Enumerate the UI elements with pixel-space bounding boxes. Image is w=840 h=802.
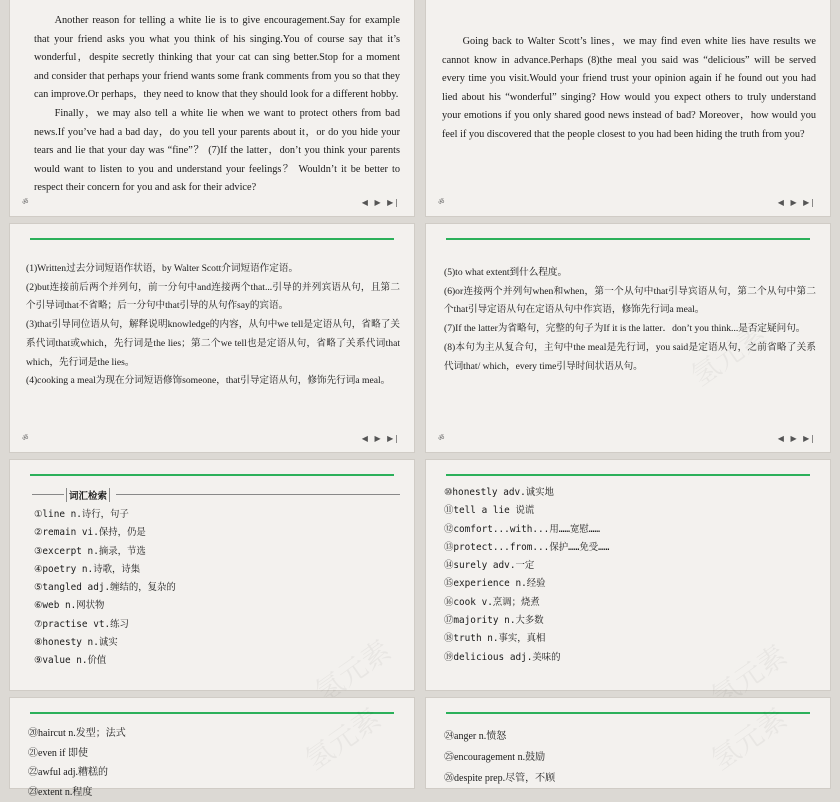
slide-2 [426,0,830,216]
slide-nav-buttons[interactable]: ◀ ▶ ▶| [778,434,816,443]
logo-icon: ॐ [22,434,28,443]
paragraph: Another reason for telling a white lie is to give encouragement.Say for example that your friend asks you what you think of his singing.You of course say that it’s wonderful，despite secretly thinking that your cat can sing better.Stop for a moment and consider that perhaps your friend wants some frank comments from you so that they can improve.Or perhaps，they need to know that they should look for a different hobby. [34,12,400,105]
note: (6)or连接两个并列句when和when，第一个从句中that引导宾语从句，第二个从句中第二个that引导定语从句在定语从句中作宾语，修饰先行词a meal。 [444,283,816,320]
slide-nav-buttons[interactable]: ◀ ▶ ▶| [362,198,400,207]
vocab-item: ⑪tell a lie 说谎 [444,502,816,520]
vocab-item: ⑯cook v.烹调；烧煮 [444,594,816,612]
note: (2)but连接前后两个并列句，前一分句中and连接两个that...引导的并列宾语从句，且第二个引导词that不省略；后一分句中that引导的从句作say的宾语。 [26,279,400,316]
vocab-item: ㉒awful adj.糟糕的 [28,763,400,783]
vocab-list [34,506,400,671]
slide-2-text [442,33,816,145]
vocab-item: ⑭surely adv.一定 [444,557,816,575]
vocab-item: ⑱truth n.事实，真相 [444,630,816,648]
paragraph: Finally，we may also tell a white lie when we want to protect others from bad news.If you’ve had a bad day，do you tell your parents about it，or do you hide your tears and lie that your day was “fine”？ (7)If the latter，don’t you think your parents would want to listen to you and understand your feelings？ Wouldn’t it be better to respect their concern for you and ask for their advice? [34,105,400,198]
paragraph: Going back to Walter Scott’s lines，we may find even white lies have results we cannot know in advance.Perhaps (8)the meal you said was “delicious” will be served every time you visit.Would your friend trust your opinion again if he found out you had lied about his “wonderful” singing? How would you expect others to truly understand your emotions if you only shared good news instead of bad? Moreover，how would you feel if you discovered that the people closest to you had been hiding the truth from you? [442,33,816,145]
slide-footer [436,198,820,208]
vocab-item: ①line n.诗行，句子 [34,506,400,524]
vocab-item: ⑫comfort...with...用……宽慰…… [444,521,816,539]
vocab-item: ⑦practise vt.练习 [34,616,400,634]
slide-3-notes [26,260,400,391]
vocab-item: ③excerpt n.摘录，节选 [34,543,400,561]
green-rule [30,238,394,240]
note: (1)Written过去分词短语作状语，by Walter Scott介词短语作定语。 [26,260,400,279]
note: (7)If the latter为省略句，完整的句子为If it is the latter．don’t you think...是否定疑问句。 [444,320,816,339]
note: (3)that引导同位语从句，解释说明knowledge的内容，从句中we tell是定语从句，省略了关系代词that或which，先行词是the lies；第二个we tell也是定语从句，省略了关系代词that which，先行词是the lies。 [26,316,400,372]
logo-icon: ॐ [22,198,28,207]
slide-4-notes [444,264,816,376]
vocab-heading-text: 词汇检索 [66,488,110,502]
slide-nav-buttons[interactable]: ◀ ▶ ▶| [362,434,400,443]
vocab-item: ⑧honesty n.诚实 [34,634,400,652]
slide-footer [20,198,404,208]
green-rule [30,474,394,476]
slide-1 [10,0,414,216]
slide-footer [20,434,404,444]
green-rule [446,474,810,476]
vocab-item: ⑰majority n.大多数 [444,612,816,630]
vocab-list [444,484,816,667]
slide-7 [10,698,414,788]
vocab-heading [32,488,400,500]
note: (8)本句为主从复合句，主句中the meal是先行词，you said是定语从句，之前省略了关系代词that/ which，every time引导时间状语从句。 [444,339,816,376]
slide-6 [426,460,830,690]
vocab-item: ㉔anger n.愤怒 [444,726,816,747]
vocab-item: ⑳haircut n.发型；法式 [28,724,400,744]
logo-icon: ॐ [438,434,444,443]
slide-1-text [34,12,400,198]
green-rule [446,238,810,240]
vocab-item: ㉓extent n.程度 [28,783,400,802]
vocab-item: ㉕encouragement n.鼓励 [444,747,816,768]
vocab-item: ⑩honestly adv.诚实地 [444,484,816,502]
slide-4 [426,224,830,452]
vocab-item: ㉑even if 即使 [28,744,400,764]
slide-5 [10,460,414,690]
green-rule [30,712,394,714]
vocab-item: ⑤tangled adj.缠结的，复杂的 [34,579,400,597]
vocab-item: ④poetry n.诗歌，诗集 [34,561,400,579]
vocab-item: ⑥web n.网状物 [34,597,400,615]
vocab-item: ㉖despite prep.尽管，不顾 [444,768,816,789]
note: (4)cooking a meal为现在分词短语修饰someone，that引导定语从句，修饰先行词a meal。 [26,372,400,391]
slide-footer [436,434,820,444]
slide-8 [426,698,830,788]
vocab-item: ⑲delicious adj.美味的 [444,649,816,667]
slide-nav-buttons[interactable]: ◀ ▶ ▶| [778,198,816,207]
vocab-item: ②remain vi.保持，仍是 [34,524,400,542]
vocab-item: ⑮experience n.经验 [444,575,816,593]
slide-3 [10,224,414,452]
logo-icon: ॐ [438,198,444,207]
vocab-item: ⑨value n.价值 [34,652,400,670]
vocab-item: ⑬protect...from...保护……免受…… [444,539,816,557]
note: (5)to what extent到什么程度。 [444,264,816,283]
